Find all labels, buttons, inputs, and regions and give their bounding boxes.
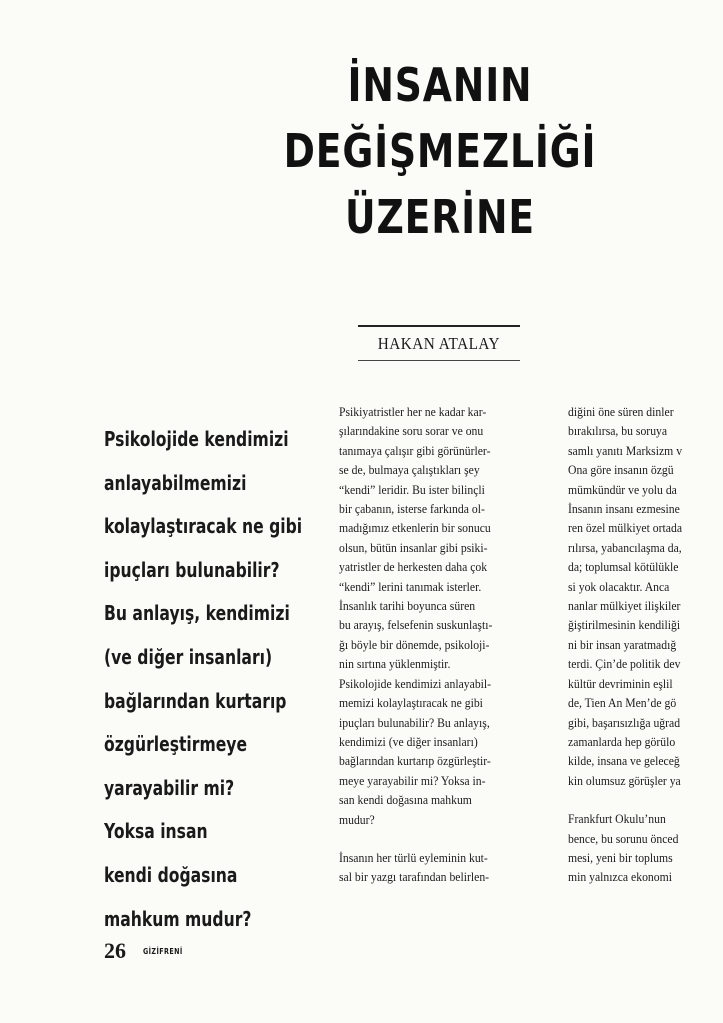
text-line: se de, bulmaya çalıştıkları şey [339,462,480,478]
text-line: kin olumsuz görüşler ya [568,772,681,788]
text-line: mesi, yeni bir toplums [568,849,673,865]
pull-quote-line: Yoksa insan [104,819,208,844]
article-title [268,52,612,250]
pull-quote-line: ipuçları bulunabilir? [104,557,280,582]
text-line: yatristler de herkesten daha çok [339,559,488,575]
text-line: ni bir insan yaratmadığ [568,636,677,652]
text-line: kültür devriminin eşlil [568,675,673,691]
text-line: bence, bu sorunu önced [568,830,679,846]
pull-quote-line: yarayabilir mi? [104,775,235,800]
pull-quote-line: Psikolojide kendimizi [104,427,289,451]
text-line: ren özel mülkiyet ortada [568,520,683,536]
title-line: DEĞİŞMEZLİĞİ [283,124,597,178]
text-line: terdi. Çin’de politik dev [568,656,681,672]
paragraph-gap [568,790,712,809]
text-line: memizi kolaylaştıracak ne gibi [339,695,483,711]
pull-quote [104,418,319,941]
byline [358,325,520,361]
pull-quote-line: kolaylaştıracak ne gibi [104,514,303,539]
text-line: kendimizi (ve diğer insanları) [339,733,478,749]
text-line: “kendi” leridir. Bu ister bilinçli [339,481,485,497]
text-line: Psikiyatristler her ne kadar kar- [339,404,487,419]
text-line: nin sırtına yüklenmiştir. [339,656,451,672]
title-line: İNSANIN [347,58,533,112]
text-line: zamanlarda hep görülo [568,733,676,749]
pull-quote-line: Bu anlayış, kendimizi [104,601,290,626]
pull-quote-line: özgürleştirmeye [104,732,248,757]
text-line: rılırsa, yabancılaşma da, [568,539,682,555]
paragraph-gap [339,829,530,848]
text-line: bir çabanın, isterse farkında ol- [339,501,485,517]
body-column-2 [568,402,723,887]
text-line: İnsanlık tarihi boyunca süren [339,598,476,614]
page-number: 26 [104,938,126,963]
pull-quote-line: mahkum mudur? [104,906,252,931]
text-line: ğı böyle bir dönemde, psikoloji- [339,636,490,652]
text-line: da; toplumsal kötülükle [568,559,679,575]
pull-quote-line: anlayabilmemizi [104,470,247,495]
body-column-1 [339,402,551,887]
pull-quote-line: kendi doğasına [104,862,238,887]
text-line: Psikolojide kendimizi anlayabil- [339,675,492,691]
text-line: İnsanın her türlü eyleminin kut- [339,849,488,865]
text-line: sal bir yazgı tarafından belirlen- [339,869,490,885]
text-line: madığımız etkenlerin bir sonucu [339,520,491,536]
pull-quote-line: bağlarından kurtarıp [104,688,287,713]
text-line: kilde, insana ve geleceğ [568,753,680,769]
text-line: samlı yanıtı Marksizm v [568,442,683,458]
text-line: gibi, başarısızlığa uğrad [568,714,681,730]
text-line: si yok olacaktır. Anca [568,578,670,594]
text-line: olsun, bütün insanlar gibi psiki- [339,539,488,555]
text-line: de, Tien An Men’de gö [568,695,677,711]
text-line: bırakılırsa, bu soruya [568,423,668,439]
text-line: diğini öne süren dinler [568,404,674,419]
text-line: İnsanın insanı ezmesine [568,501,680,517]
text-line: bağlarından kurtarıp özgürleştir- [339,753,491,769]
title-line: ÜZERİNE [345,190,535,244]
text-line: san kendi doğasına mahkum [339,792,472,808]
text-line: nanlar mülkiyet ilişkiler [568,598,681,614]
text-line: tanımaya çalışır gibi görünürler- [339,442,491,458]
text-line: şılarındakine soru sorar ve onu [339,423,484,439]
text-line: Ona göre insanın özgü [568,462,674,478]
text-line: mudur? [339,811,375,827]
magazine-name: GİZİFRENİ [143,947,183,956]
text-line: bu arayış, felsefenin suskunlaştı- [339,617,493,633]
text-line: mümkündür ve yolu da [568,481,677,497]
text-line: min yalnızca ekonomi [568,869,672,885]
text-line: ipuçları bulunabilir? Bu anlayış, [339,714,490,730]
text-line: Frankfurt Okulu’nun [568,811,666,827]
pull-quote-line: (ve diğer insanları) [104,644,273,669]
text-line: meye yarayabilir mi? Yoksa in- [339,772,486,788]
author-name: HAKAN ATALAY [377,334,501,353]
text-line: ğiştirilmesinin kendiliği [568,617,681,633]
text-line: “kendi” lerini tanımak isterler. [339,578,482,594]
